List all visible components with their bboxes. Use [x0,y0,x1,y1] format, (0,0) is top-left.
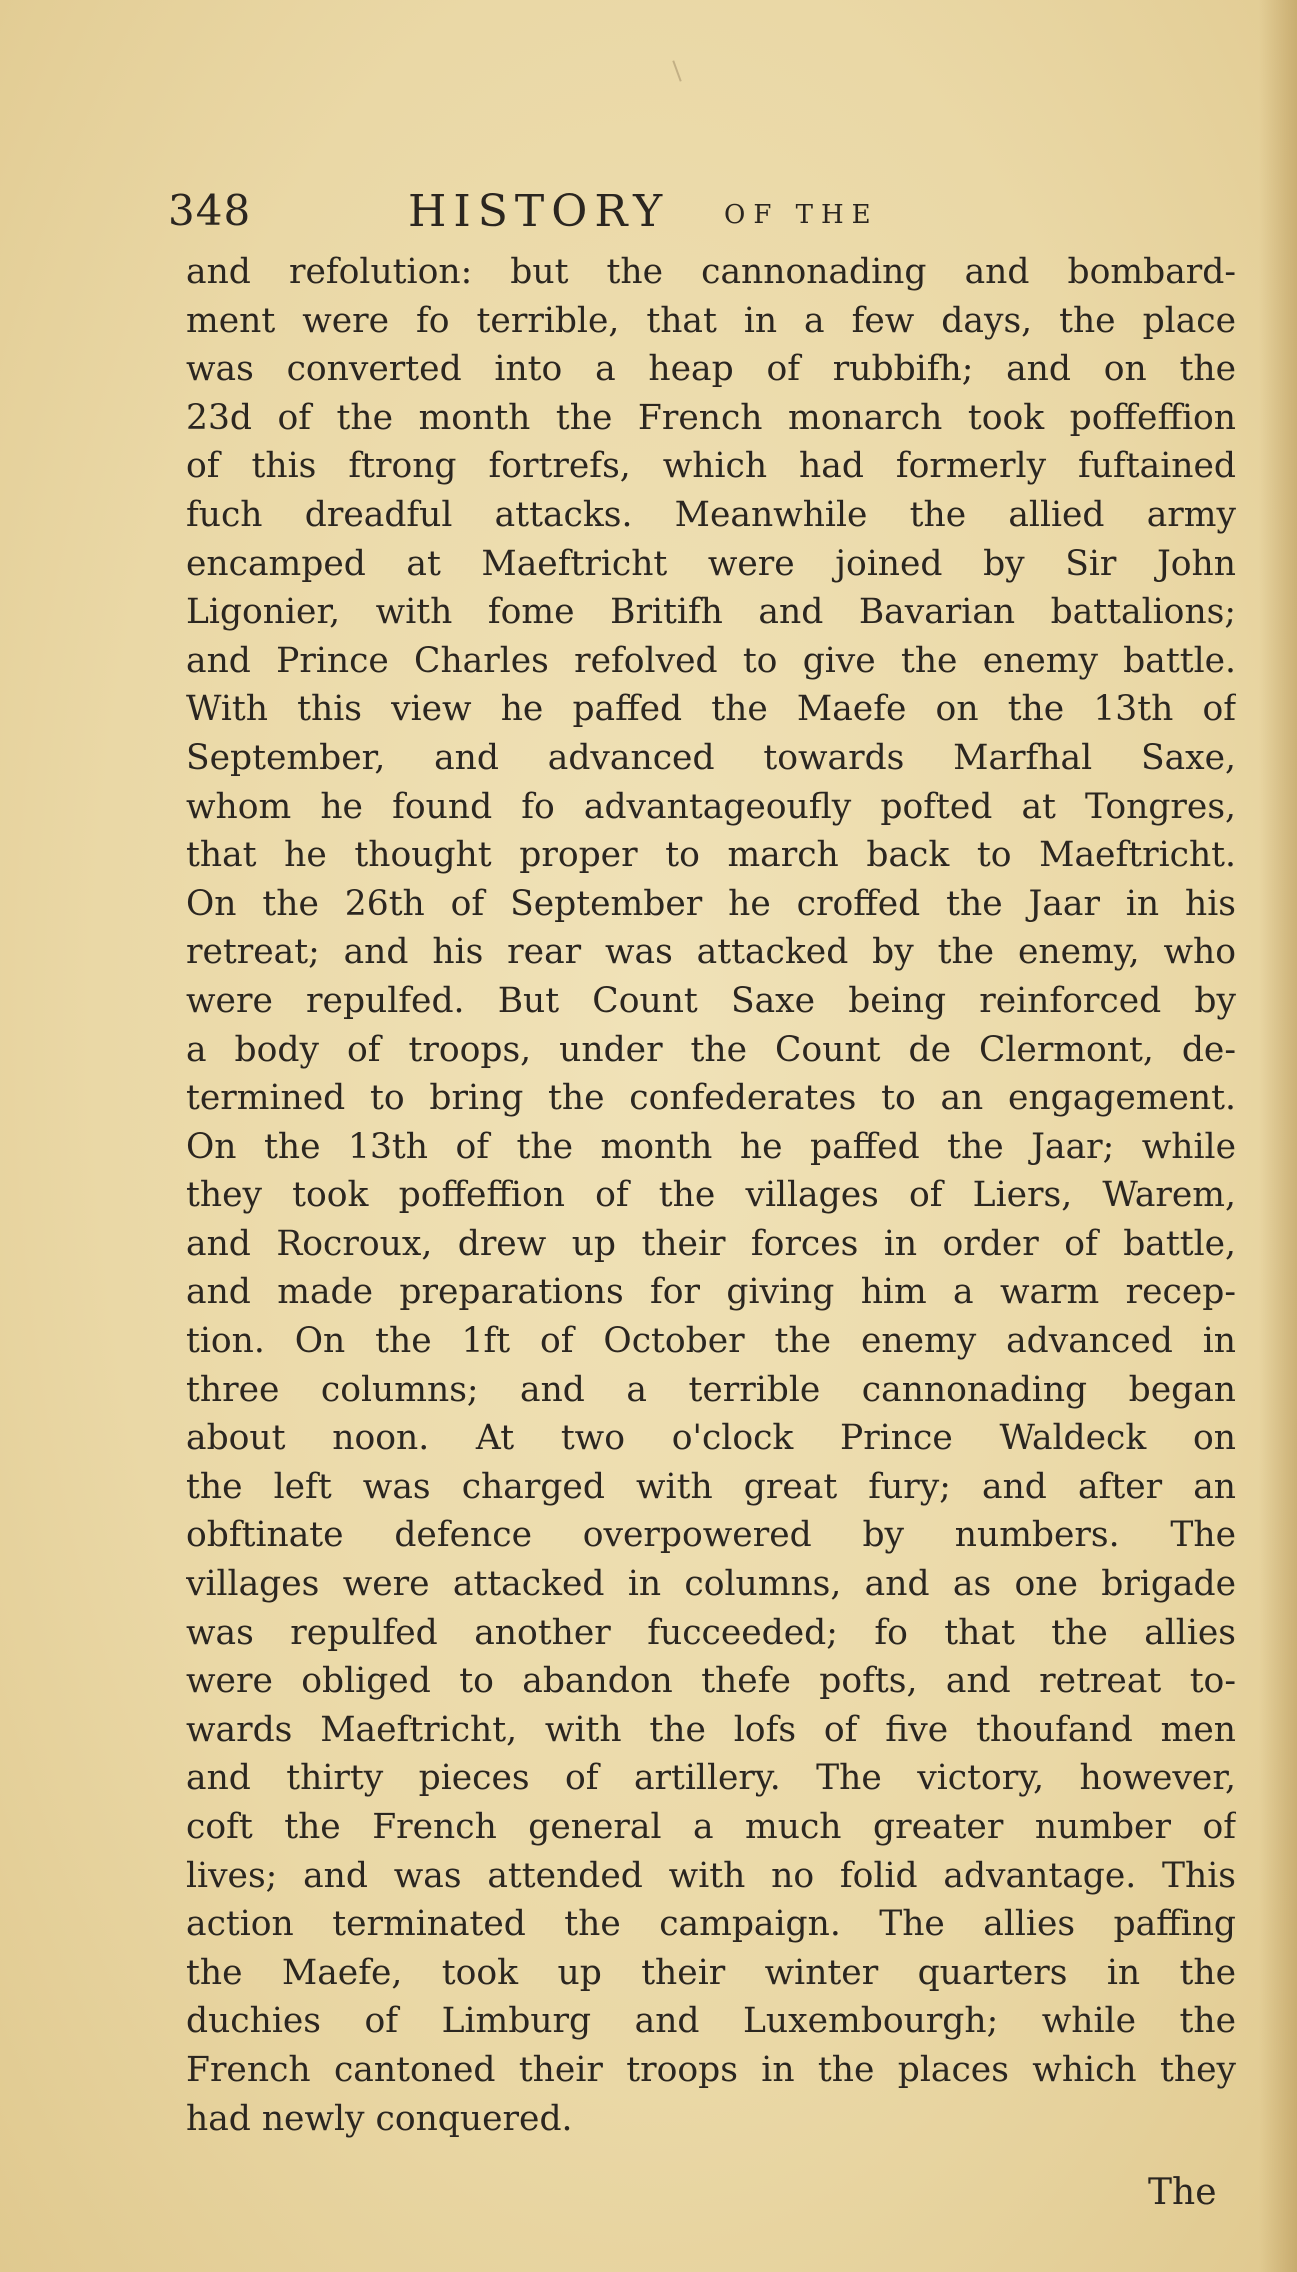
page-edge-shadow [1259,0,1297,2272]
text-line: whom he found fo advantageoufly pofted at Tongres, [186,786,1236,827]
text-line: were obliged to abandon thefe pofts, and retreat to- [186,1661,1236,1702]
text-line: were repulfed. But Count Saxe being reinforced by [186,980,1236,1021]
text-line: about noon. At two o'clock Prince Waldeck on [186,1418,1236,1459]
text-line: wards Maeftricht, with the lofs of five thoufand men [186,1709,1236,1750]
text-line: tion. On the 1ft of October the enemy advanced in [186,1321,1236,1362]
text-line: encamped at Maeftricht were joined by Sir John [186,543,1236,584]
text-line: French cantoned their troops in the places which they [186,2049,1236,2090]
text-line: On the 13th of the month he paffed the Jaar; while [186,1126,1236,1167]
text-line: three columns; and a terrible cannonading began [186,1369,1236,1410]
catchword: The [1148,2172,1217,2213]
text-line: 23d of the month the French monarch took poffeffion [186,397,1236,438]
text-line: of this ftrong fortrefs, which had formerly fuftained [186,446,1236,487]
text-line: September, and advanced towards Marfhal Saxe, [186,737,1236,778]
body-text [186,248,1236,2143]
text-line: a body of troops, under the Count de Clermont, de- [186,1029,1236,1070]
text-line: and refolution: but the cannonading and bombard- [186,252,1236,292]
paper-mark [672,60,681,81]
text-line: the Maefe, took up their winter quarters in the [186,1952,1236,1993]
text-line: and Prince Charles refolved to give the enemy battle. [186,640,1236,681]
text-line: they took poffeffion of the villages of Liers, Warem, [186,1175,1236,1216]
text-line: was converted into a heap of rubbifh; and on the [186,349,1236,390]
text-line: that he thought proper to march back to Maeftricht. [186,835,1236,876]
text-line: and thirty pieces of artillery. The victory, however, [186,1758,1236,1799]
text-line: and made preparations for giving him a warm recep- [186,1272,1236,1313]
text-line: On the 26th of September he croffed the Jaar in his [186,883,1236,924]
text-line: the left was charged with great fury; and after an [186,1466,1236,1507]
text-line: obftinate defence overpowered by numbers. The [186,1515,1236,1556]
text-line: ment were fo terrible, that in a few days, the place [186,300,1236,341]
text-line: retreat; and his rear was attacked by the enemy, who [186,932,1236,973]
text-line: fuch dreadful attacks. Meanwhile the allied army [186,494,1236,535]
text-line: Ligonier, with fome Britifh and Bavarian battalions; [186,592,1236,633]
text-line: duchies of Limburg and Luxembourgh; while the [186,2001,1236,2042]
text-line: With this view he paffed the Maefe on the 13th of [186,689,1236,730]
running-head-suffix: OF THE [724,200,879,230]
text-line: villages were attacked in columns, and as one brigade [186,1564,1236,1605]
text-line: had newly conquered. [186,2098,573,2139]
text-line: was repulfed another fucceeded; fo that the allies [186,1612,1236,1653]
text-line: and Rocroux, drew up their forces in order of battle, [186,1223,1236,1264]
text-line: termined to bring the confederates to an engagement. [186,1078,1236,1119]
running-head-title: HISTORY [408,186,670,237]
page-header [168,186,1168,242]
text-line: lives; and was attended with no folid advantage. This [186,1855,1236,1896]
text-line: coft the French general a much greater number of [186,1807,1236,1847]
text-line: action terminated the campaign. The allies paffing [186,1904,1236,1945]
page-number: 348 [168,186,252,235]
